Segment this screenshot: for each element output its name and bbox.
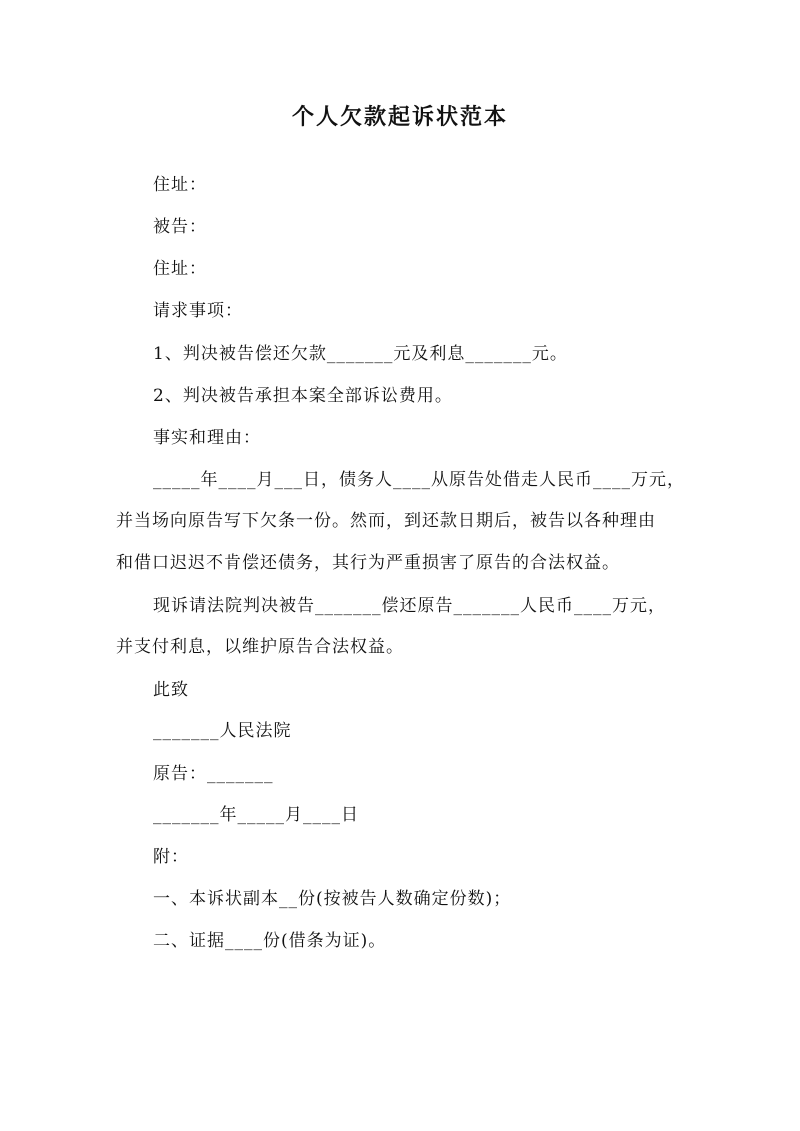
salutation: 此致 [153,680,189,700]
date-line: _______年_____月____日 [153,805,359,825]
request-paragraph-line-2: 并支付利息，以维护原告合法权益。 [116,637,404,657]
attachment-item-2: 二、证据____份(借条为证)。 [153,931,387,951]
facts-paragraph-line-2: 并当场向原告写下欠条一份。然而，到还款日期后，被告以各种理由 [116,511,656,531]
plaintiff-signature-line: 原告：_______ [153,764,274,784]
claim-item-2: 2、判决被告承担本案全部诉讼费用。 [153,386,453,406]
facts-heading: 事实和理由： [153,428,261,448]
claims-heading: 请求事项： [153,301,243,321]
facts-paragraph-line-1: _____年____月___日，债务人____从原告处借走人民币____万元， [153,470,685,490]
facts-paragraph-line-3: 和借口迟迟不肯偿还债务，其行为严重损害了原告的合法权益。 [116,553,620,573]
document-title: 个人欠款起诉状范本 [291,104,508,130]
attachments-heading: 附： [153,847,189,867]
attachment-item-1: 一、本诉状副本__份(按被告人数确定份数)； [153,889,512,909]
court-name-line: _______人民法院 [153,721,292,741]
claim-item-1: 1、判决被告偿还欠款_______元及利息_______元。 [153,344,568,364]
defendant-address-label: 住址： [153,259,207,279]
plaintiff-address-label: 住址： [153,175,207,195]
request-paragraph-line-1: 现诉请法院判决被告_______偿还原告_______人民币____万元， [153,596,666,616]
defendant-label: 被告： [153,217,207,237]
